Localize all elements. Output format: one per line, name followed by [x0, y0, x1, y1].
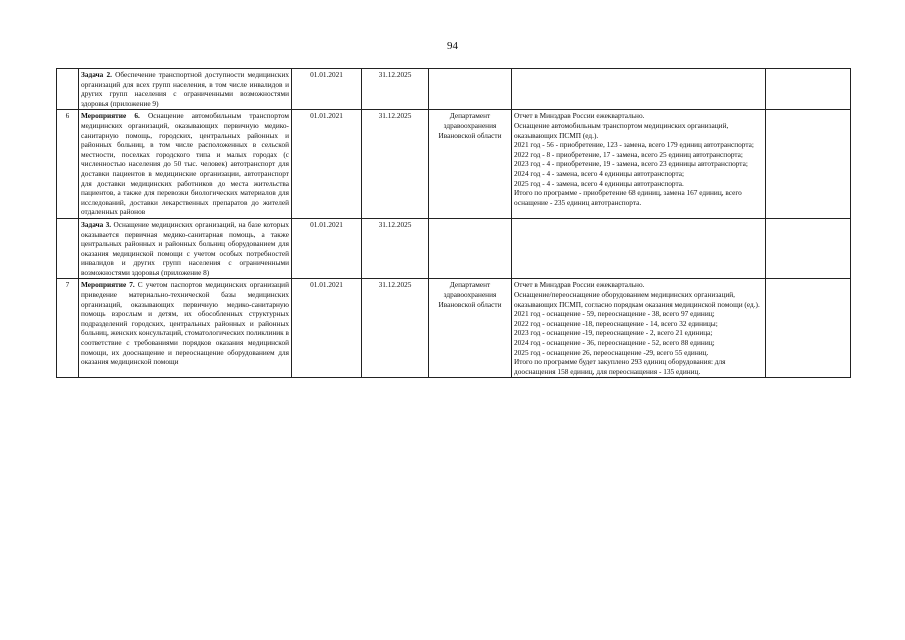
table-row	[57, 218, 851, 279]
row-description	[79, 69, 292, 110]
result-line: 2023 год - 4 - приобретение, 19 - замена, всего 23 единицы автотранспорта;	[514, 159, 748, 169]
result-line: дооснащения 158 единиц, для переоснащения - 135 единиц.	[514, 366, 701, 376]
result-line: оказывающих ПСМП (ед.).	[514, 130, 599, 140]
result-line: оказывающих ПСМП, согласно порядкам оказания медицинской помощи (ед.).	[514, 299, 760, 309]
extra-column	[766, 218, 851, 279]
executor: Департамент здравоохранения Ивановской области	[429, 110, 512, 219]
row-description	[79, 110, 292, 219]
result-line: 2022 год - оснащение -18, переоснащение - 14, всего 32 единицы;	[514, 318, 718, 328]
result-line: 2021 год - оснащение - 59, переоснащение - 38, всего 97 единиц;	[514, 309, 715, 319]
item-title: Задача 2.	[81, 70, 112, 79]
start-date: 01.01.2021	[292, 218, 362, 279]
result-line: 2024 год - 4 - замена, всего 4 единицы автотранспорта;	[514, 168, 684, 178]
end-date: 31.12.2025	[362, 279, 429, 378]
expected-result	[512, 110, 766, 219]
executor: Департамент здравоохранения Ивановской области	[429, 279, 512, 378]
start-date: 01.01.2021	[292, 69, 362, 110]
item-title: Мероприятие 6.	[81, 111, 140, 121]
extra-column	[766, 110, 851, 219]
result-line: Итого по программе - приобретение 68 единиц, замена 167 единиц, всего	[514, 188, 742, 198]
row-description	[79, 218, 292, 279]
start-date: 01.01.2021	[292, 110, 362, 219]
expected-result	[512, 279, 766, 378]
result-line: 2025 год - оснащение 26, переоснащение -29, всего 55 единиц.	[514, 347, 709, 357]
expected-result	[512, 218, 766, 279]
item-text: Оснащение автомобильным транспортом медицинских организаций, оказывающих первичную медико-санитарную помощь, городских, центральных районных и районных больниц, в том числе расположенных в сельской местности, поселках городского типа и малых городах (с численностью населения до 50 тыс. человек) автотранспорт для доставки пациентов в медицинские организации, автотранспорт для доставки медицинских работников до места жительства пациентов, а также для перевозки биологических материалов для исследований, доставки лекарственных препаратов до жителей отдаленных районов	[81, 111, 289, 217]
result-line: 2021 год - 56 - приобретение, 123 - замена, всего 179 единиц автотранспорта;	[514, 140, 754, 150]
result-line: Отчет в Минздрав России ежеквартально.	[514, 111, 645, 121]
result-line: 2023 год - оснащение -19, переоснащение - 2, всего 21 единица;	[514, 328, 713, 338]
result-line: Оснащение автомобильным транспортом медицинских организаций,	[514, 120, 729, 130]
end-date: 31.12.2025	[362, 218, 429, 279]
executor	[429, 218, 512, 279]
extra-column	[766, 69, 851, 110]
result-line: Итого по программе будет закуплено 293 единиц оборудования: для	[514, 357, 726, 367]
item-text: Оснащение медицинских организаций, на базе которых оказывается первичная медико-санитарная помощь, а также центральных районных и районных больниц оборудованием для оказания медицинской помощи с учетом особых потребностей инвалидов и других групп населения с ограниченными возможностями здоровья (приложение 8)	[81, 219, 290, 277]
row-number: 7	[57, 279, 79, 378]
result-line: 2025 год - 4 - замена, всего 4 единицы автотранспорта.	[514, 178, 684, 188]
result-line: Отчет в Минздрав России ежеквартально.	[514, 280, 645, 290]
result-line: 2024 год - оснащение - 36, переоснащение - 52, всего 88 единиц;	[514, 338, 715, 348]
table-row	[57, 279, 851, 378]
item-title: Задача 3.	[81, 219, 112, 229]
row-number: 6	[57, 110, 79, 219]
row-description	[79, 279, 292, 378]
result-line: 2022 год - 8 - приобретение, 17 - замена, всего 25 единиц автотранспорта;	[514, 149, 743, 159]
item-text: С учетом паспортов медицинских организаций приведение материально-технической базы медицинских организаций, оказывающих первичную медико-санитарную помощь взрослым и детям, их обособленных структурных подразделений городских, центральных районных и районных больниц, женских консультаций, стоматологических поликлиник в соответствие с требованиями порядков оказания медицинской помощи, их дооснащение и переоснащение оборудованием для оказания медицинской помощи	[81, 280, 289, 367]
end-date: 31.12.2025	[362, 110, 429, 219]
extra-column	[766, 279, 851, 378]
item-title: Мероприятие 7.	[81, 280, 135, 290]
page-number: 94	[447, 40, 458, 52]
executor	[429, 69, 512, 110]
table-row	[57, 69, 851, 110]
row-number	[57, 69, 79, 110]
table-row	[57, 110, 851, 219]
end-date: 31.12.2025	[362, 69, 429, 110]
program-table	[56, 68, 851, 378]
row-number	[57, 218, 79, 279]
expected-result	[512, 69, 766, 110]
result-line: оснащение - 235 единиц автотранспорта.	[514, 197, 642, 207]
item-text: Обеспечение транспортной доступности медицинских организаций для всех групп населения, в том числе инвалидов и других групп населения с ограниченными возможностями здоровья (приложение 9)	[81, 70, 289, 108]
start-date: 01.01.2021	[292, 279, 362, 378]
result-line: Оснащение/переоснащение оборудованием медицинских организаций,	[514, 290, 736, 300]
